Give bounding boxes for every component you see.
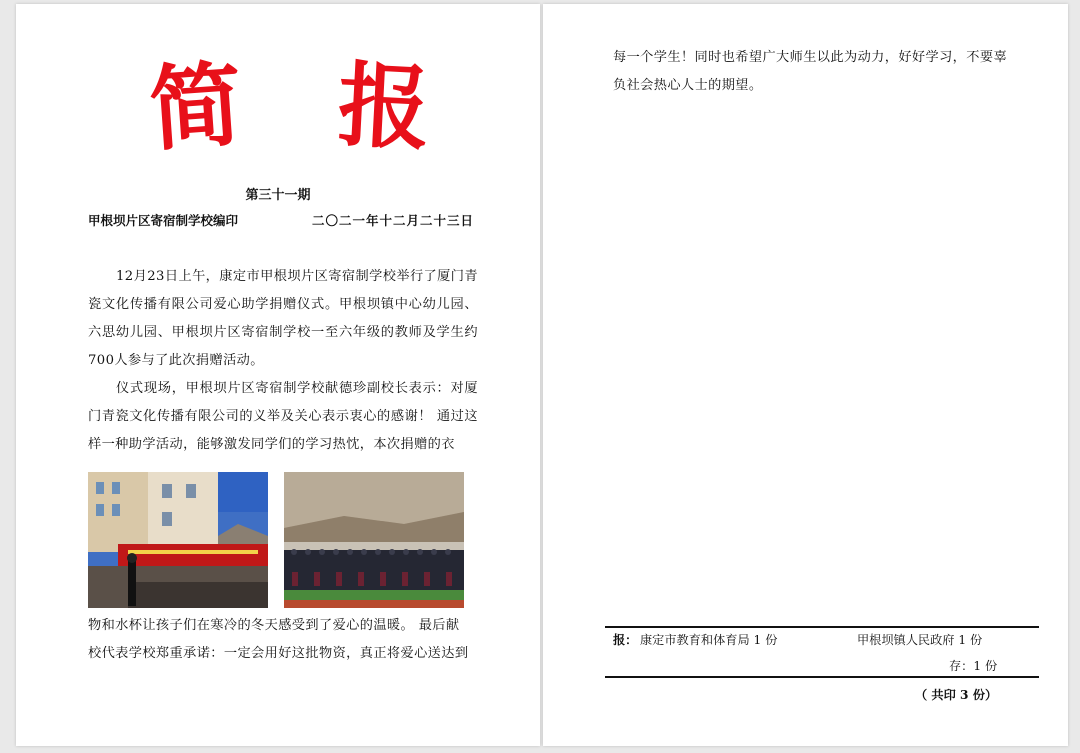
right-page-text: 每一个学生！同时也希望广大师生以此为动力，好好学习，不要辜负社会热心人士的期望。 — [613, 50, 1008, 93]
photo-school-building-image — [88, 472, 268, 608]
issue-number: 第三十一期 — [245, 188, 311, 203]
masthead-char-1: 简 — [146, 50, 246, 165]
print-total: （ 共印 3 份） — [915, 688, 998, 702]
right-page — [543, 4, 1068, 746]
publish-date: 二〇二一年十二月二十三日 — [312, 213, 475, 228]
masthead-char-2: 报 — [335, 51, 433, 164]
distribution-label: 报： — [613, 633, 638, 647]
photo-school-building — [88, 472, 268, 608]
left-page — [16, 4, 540, 746]
distribution-recipient-2: 甲根坝镇人民政府 1 份 — [857, 633, 983, 647]
body-paragraph-2: 仪式现场，甲根坝片区寄宿制学校献德珍副校长表示：对厦门青瓷文化传播有限公司的义举及关心表示衷心的感谢！ 通过这样一种助学活动，能够激发同学们的学习热忱，本次捐赠的衣 — [88, 381, 478, 452]
editor-line: 甲根坝片区寄宿制学校编印 — [88, 213, 239, 228]
body-line-continuation-1: 物和水杯让孩子们在寒冷的冬天感受到了爱心的温暖。 最后献 — [88, 618, 460, 633]
distribution-recipient-1: 康定市教育和体育局 1 份 — [640, 633, 778, 647]
body-paragraph-1: 12月23日上午，康定市甲根坝片区寄宿制学校举行了厦门青瓷文化传播有限公司爱心助学捐赠仪式。甲根坝镇中心幼儿园、六思幼儿园、甲根坝片区寄宿制学校一至六年级的教师及学生约700人参与了此次捐赠活动。 — [88, 269, 478, 368]
photo-student-assembly-image — [284, 472, 464, 608]
distribution-bottom-rule — [605, 676, 1039, 678]
body-line-continuation-2: 校代表学校郑重承诺：一定会用好这批物资，真正将爱心送达到 — [88, 646, 469, 661]
distribution-top-rule — [605, 626, 1039, 628]
masthead-title — [16, 50, 540, 166]
distribution-stored: 存：1 份 — [949, 659, 998, 673]
photo-student-assembly — [284, 472, 464, 608]
